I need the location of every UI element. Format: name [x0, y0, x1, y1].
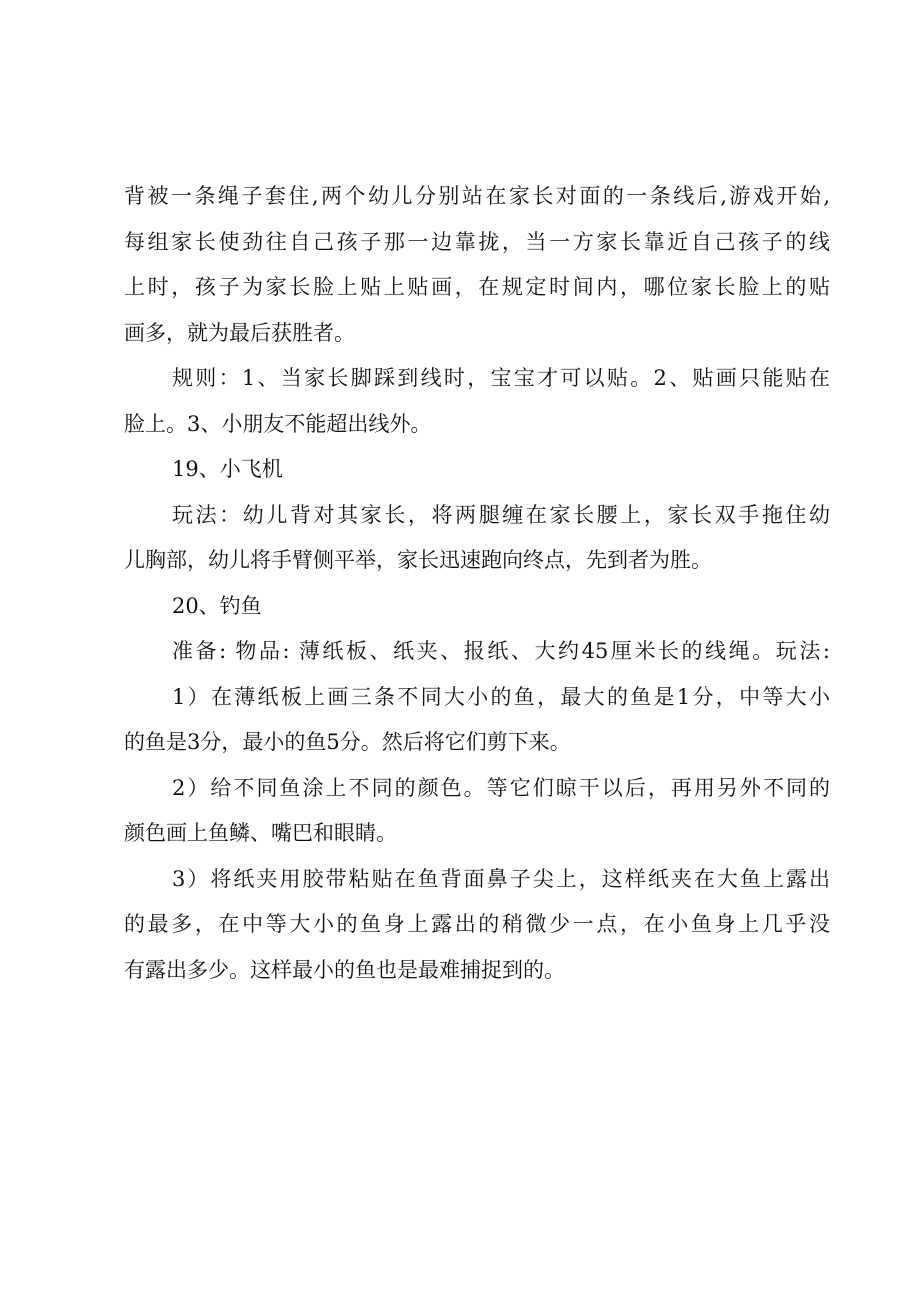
text-line: 玩法：幼儿背对其家长，将两腿缠在家长腰上，家长双手拖住幼 [172, 502, 830, 527]
text-line: 2）给不同鱼涂上不同的颜色。等它们晾干以后，再用另外不同的 [172, 775, 830, 800]
text-line: 的鱼是3分，最小的鱼5分。然后将它们剪下来。 [124, 730, 571, 754]
text-line: 1）在薄纸板上画三条不同大小的鱼，最大的鱼是1分，中等大小 [172, 684, 830, 709]
document-body [124, 174, 830, 993]
text-line: 规则：1、当家长脚踩到线时，宝宝才可以贴。2、贴画只能贴在 [172, 366, 830, 390]
text-line: 儿胸部，幼儿将手臂侧平举，家长迅速跑向终点，先到者为胜。 [124, 548, 712, 572]
text-line: 3）将纸夹用胶带粘贴在鱼背面鼻子尖上，这样纸夹在大鱼上露出 [172, 866, 830, 891]
text-line: 背被一条绳子套住,两个幼儿分别站在家长对面的一条线后,游戏开始, [124, 184, 830, 208]
text-line: 每组家长使劲往自己孩子那一边靠拢，当一方家长靠近自己孩子的线 [124, 229, 830, 254]
text-line: 上时，孩子为家长脸上贴上贴画，在规定时间内，哪位家长脸上的贴 [124, 275, 830, 299]
text-line: 的最多，在中等大小的鱼身上露出的稍微少一点，在小鱼身上几乎没 [124, 912, 830, 936]
section-heading: 19、小飞机 [172, 457, 283, 481]
text-line: 画多，就为最后获胜者。 [124, 320, 355, 345]
section-heading: 20、钓鱼 [172, 593, 262, 618]
text-line: 有露出多少。这样最小的鱼也是最难捕捉到的。 [124, 957, 565, 982]
text-line: 颜色画上鱼鳞、嘴巴和眼睛。 [124, 821, 397, 845]
text-line: 准备: 物品: 薄纸板、纸夹、报纸、大约45厘米长的线绳。玩法: [172, 639, 830, 663]
text-line: 脸上。3、小朋友不能超出线外。 [124, 411, 432, 436]
